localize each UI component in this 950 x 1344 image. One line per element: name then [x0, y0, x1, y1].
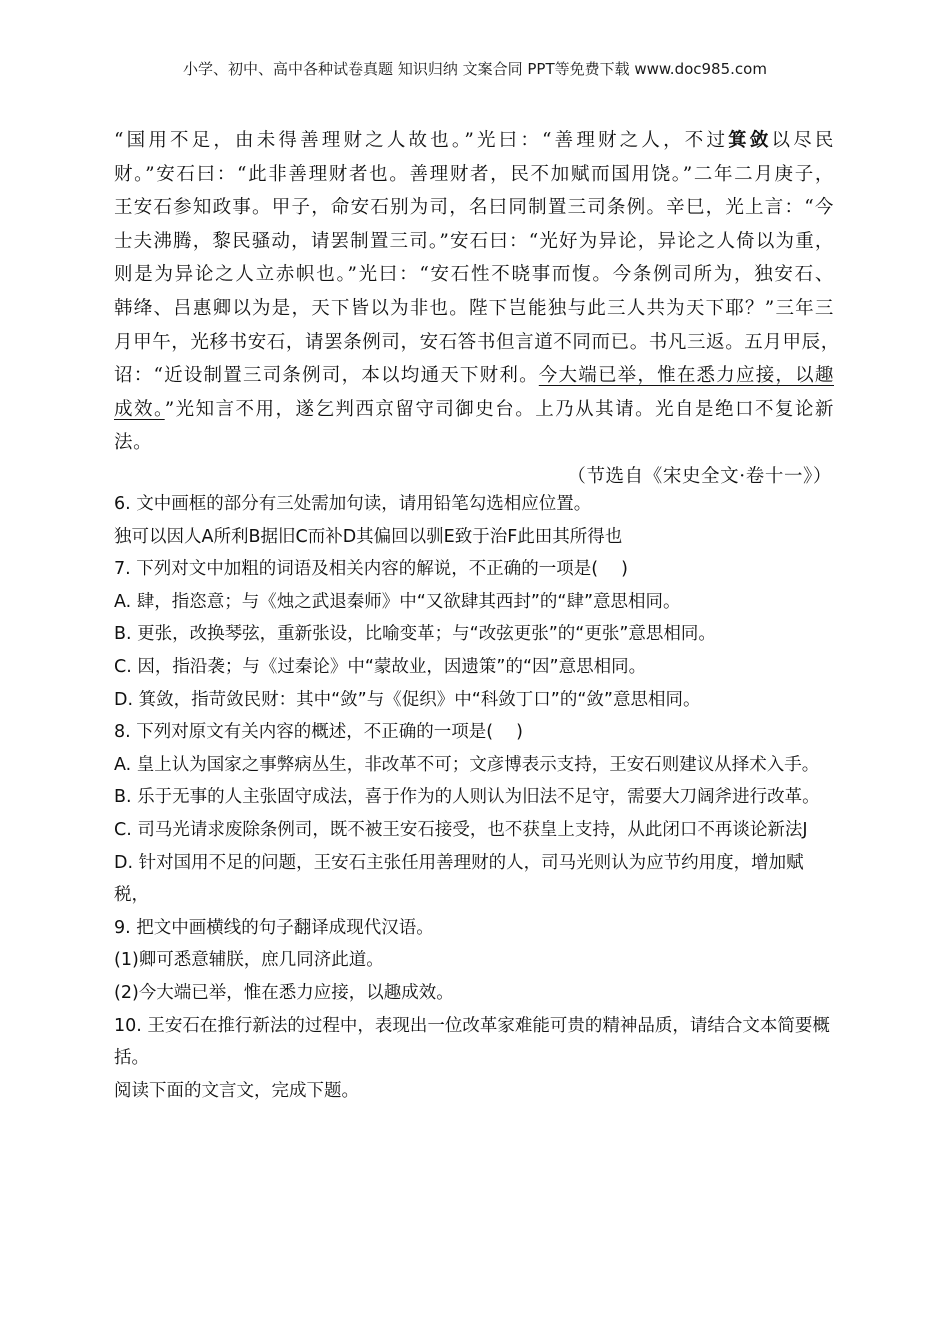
passage-text: ”光知言不用，遂乞判西京留守司御史台。上乃从其请。光自是绝口不复论新: [164, 398, 834, 420]
passage-line: 韩绛、吕惠卿以为是，天下皆以为非也。陛下岂能独与此三人共为天下耶？”三年三: [114, 297, 834, 319]
questions-section: [114, 488, 836, 1107]
underlined-sentence: 今大端已举，惟在悉力应接，以趣: [538, 365, 834, 387]
question-8-option-d: D. 针对国用不足的问题，王安石主张任用善理财的人，司马光则认为应节约用度，增加赋税，: [114, 852, 804, 906]
question-8-option-c: C. 司马光请求废除条例司，既不被王安石接受，也不获皇上支持，从此闭口不再谈论新法J: [114, 819, 808, 840]
passage-line: 法。: [114, 432, 153, 454]
passage-text: 诏：“近设制置三司条例司，本以均通天下财利。: [114, 365, 539, 387]
question-10-stem: 10. 王安石在推行新法的过程中，表现出一位改革家难能可贵的精神品质，请结合文本简要概括。: [114, 1015, 830, 1069]
question-7-option-c: C. 因，指沿袭；与《过秦论》中“蒙故业，因遗策”的“因”意思相同。: [114, 656, 647, 677]
passage-line: 士夫沸腾，黎民骚动，请罢制置三司。”安石曰：“光好为异论，异论之人倚以为重，: [114, 230, 834, 252]
underlined-sentence: 成效。: [114, 398, 165, 420]
passage-text: 以尽民: [771, 130, 834, 151]
passage-line: 月甲午，光移书安石，请罢条例司，安石答书但言道不同而已。书凡三返。五月甲辰，: [114, 331, 840, 353]
classical-passage: [114, 124, 840, 494]
question-7-stem: 7. 下列对文中加粗的词语及相关内容的解说，不正确的一项是( ): [114, 559, 628, 580]
passage-text: “国用不足，由未得善理财之人故也。”光曰：“善理财之人，不过: [114, 130, 729, 151]
question-8-stem: 8. 下列对原文有关内容的概述，不正确的一项是( ): [114, 722, 523, 743]
question-9-item-2: (2)今大端已举，惟在悉力应接，以趣成效。: [114, 982, 454, 1003]
passage-source: （节选自《宋史全文·卷十一》）: [567, 465, 832, 487]
passage-line: [114, 393, 834, 427]
page-header: 小学、初中、高中各种试卷真题 知识归纳 文案合同 PPT等免费下载 www.doc985.com: [183, 60, 767, 78]
question-9-item-1: (1)卿可悉意辅朕，庶几同济此道。: [114, 950, 384, 971]
question-8-option-a: A. 皇上认为国家之事弊病丛生，非改革不可；文彦博表示支持，王安石则建议从择术入手。: [114, 754, 820, 775]
question-7-option-a: A. 肆，指恣意；与《烛之武退秦师》中“又欲肆其西封”的“肆”意思相同。: [114, 591, 681, 612]
question-6-punctuation-line: 独可以因人A所利B据旧C而补D其偏回以驯E致于治F此田其所得也: [114, 526, 623, 547]
passage-line: 财。”安石曰：“此非善理财者也。善理财者，民不加赋而国用饶。”二年二月庚子，: [114, 163, 834, 185]
question-7-option-d: D. 箕敛，指苛敛民财：其中“敛”与《促织》中“科敛丁口”的“敛”意思相同。: [114, 689, 701, 710]
question-8-option-b: B. 乐于无事的人主张固守成法，喜于作为的人则认为旧法不足守，需要大刀阔斧进行改革。: [114, 787, 820, 808]
question-6-stem: 6. 文中画框的部分有三处需加句读，请用铅笔勾选相应位置。: [114, 494, 592, 514]
passage-line: 王安石参知政事。甲子，命安石别为司，名曰同制置三司条例。辛巳，光上言：“今: [114, 197, 834, 219]
bold-term: 箕敛: [728, 130, 772, 151]
question-7-option-b: B. 更张，改换琴弦，重新张设，比喻变革；与“改弦更张”的“更张”意思相同。: [114, 624, 716, 645]
passage-line: 则是为异论之人立赤帜也。”光曰：“安石性不晓事而愎。今条例司所为，独安石、: [114, 264, 834, 286]
question-9-stem: 9. 把文中画横线的句子翻译成现代汉语。: [114, 917, 434, 938]
passage-line: [114, 359, 834, 393]
passage-line: [114, 124, 834, 158]
closing-instruction: 阅读下面的文言文，完成下题。: [114, 1080, 359, 1101]
